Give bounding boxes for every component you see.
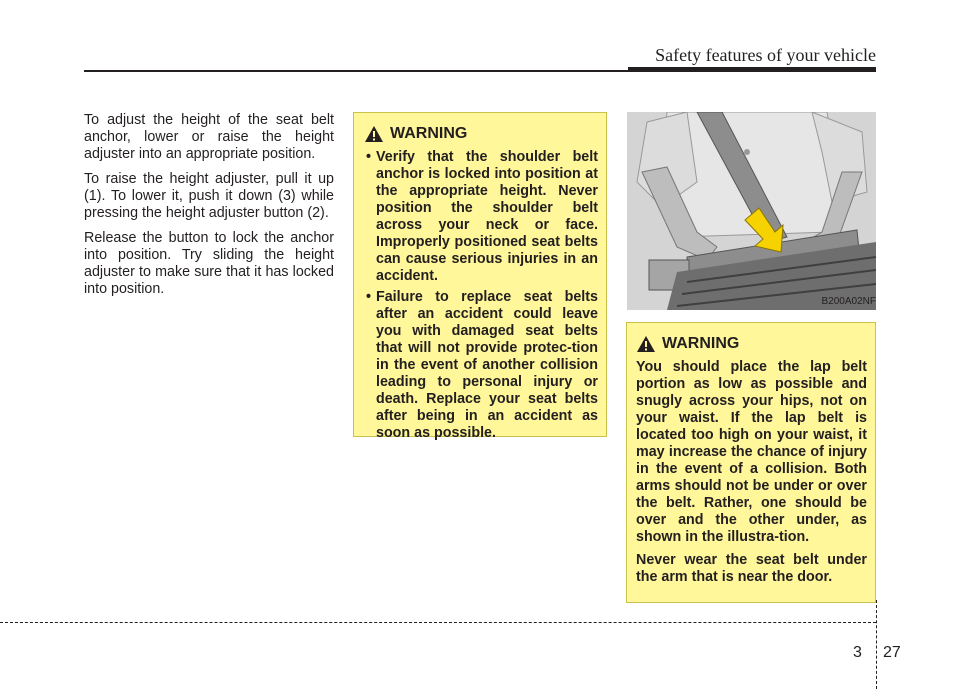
seat-belt-illustration xyxy=(627,112,876,310)
header-rule-accent xyxy=(628,67,876,72)
footer-rule xyxy=(0,622,876,623)
warning-title: WARNING xyxy=(662,335,740,352)
warning-item-text: Verify that the shoulder belt anchor is locked into position at the appropriate height. Never position the shoulder belt across your neck or face. Improperly positioned seat belts can cause serious injuries in an accident. xyxy=(376,149,598,284)
warning-paragraph: Never wear the seat belt under the arm that is near the door. xyxy=(636,552,867,585)
warning-list xyxy=(364,149,598,442)
bullet-icon: • xyxy=(366,289,372,305)
warning-paragraph: You should place the lap belt portion as low as possible and snugly across your hips, not on your waist. If the lap belt is located too high on your waist, it may increase the chance of injury in the event of a collision. Both arms should not be under or over the belt. Rather, one should be over and the other under, as shown in the illustra-tion. xyxy=(636,359,867,545)
warning-item-text: Failure to replace seat belts after an accident could leave you with damaged seat belts that will not provide protec-tion in the event of another collision leading to personal injury or death. Replace your seat belts after being in an accident as soon as possible. xyxy=(376,289,598,441)
warning-item xyxy=(364,289,598,442)
chapter-number: 3 xyxy=(853,644,862,661)
body-paragraph: To adjust the height of the seat belt anchor, lower or raise the height adjuster into an appropriate position. xyxy=(84,112,334,162)
footer-divider xyxy=(876,600,877,689)
warning-box-shoulder-belt xyxy=(353,112,607,441)
warning-triangle-icon xyxy=(364,125,384,143)
warning-item xyxy=(364,149,598,285)
page-number: 27 xyxy=(883,644,901,661)
warning-box-lap-belt xyxy=(626,322,876,603)
illustration-code: B200A02NF xyxy=(821,296,876,307)
page-header-title: Safety features of your vehicle xyxy=(655,45,876,65)
warning-header xyxy=(636,335,867,353)
lap-belt-drawing xyxy=(627,112,876,310)
body-text xyxy=(84,112,334,306)
bullet-icon: • xyxy=(366,149,372,165)
body-paragraph: Release the button to lock the anchor into position. Try sliding the height adjuster to make sure that it has locked into position. xyxy=(84,230,334,297)
warning-title: WARNING xyxy=(390,125,468,142)
warning-header xyxy=(364,125,598,143)
body-paragraph: To raise the height adjuster, pull it up (1). To lower it, push it down (3) while pressing the height adjuster button (2). xyxy=(84,171,334,221)
warning-triangle-icon xyxy=(636,335,656,353)
